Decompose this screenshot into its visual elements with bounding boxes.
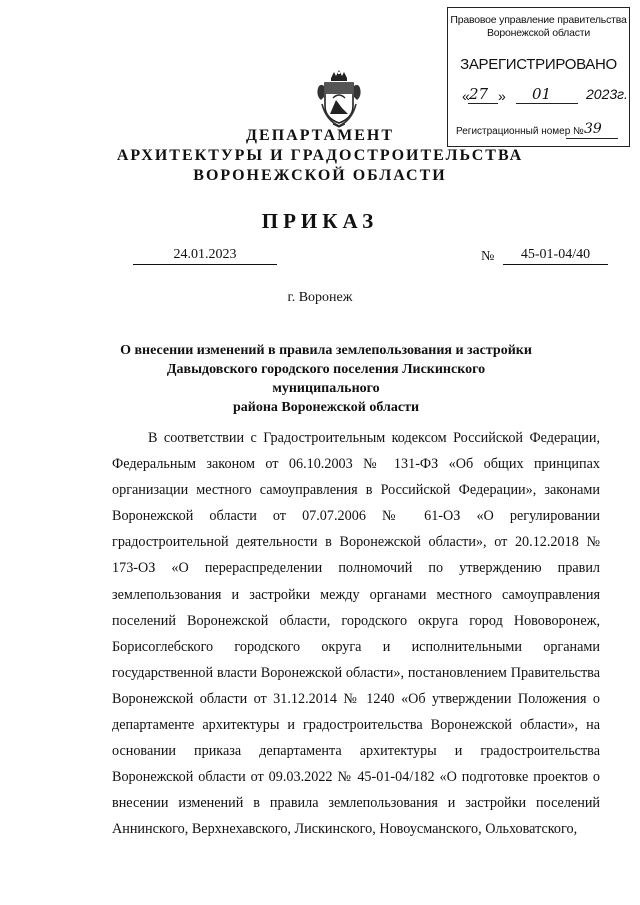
registration-stamp (447, 7, 630, 147)
subject-line3: района Воронежской области (232, 400, 420, 415)
stamp-year: 2023г. (586, 86, 628, 102)
stamp-month-underline (516, 103, 578, 104)
stamp-reg-number-label: Регистрационный номер № (456, 126, 584, 137)
order-number-sign: № (481, 249, 495, 264)
body-paragraph: В соответствии с Градостроительным кодексом Российской Федерации, Федеральным законом от 06.10.2003 № 131-ФЗ «Об общих принципах организации местного самоуправления в Российской Федерации», законами Воронежской области от 07.07.2006 № 61-ОЗ «О регулировании градостроительной деятельности в Воронежской области», от 20.12.2018 № 173-ОЗ «О перераспределении полномочий по утверждению правил землепользования и застройки между органами местного самоуправления поселений Воронежской области, городского округа город Нововоронеж, Борисоглебского городского округа и исполнительными органами государственной власти Воронежской области», постановлением Правительства Воронежской области от 31.12.2014 № 1240 «Об утверждении Положения о департаменте архитектуры и градостроительства Воронежской области», на основании приказа департамента архитектуры и градостроительства Воронежской области от 09.03.2022 № 45-01-04/182 «О подготовке проектов о внесении изменений в правила землепользования и застройки поселений Аннинского, Верхнехавского, Лискинского, Новоусманского, Ольховатского, (112, 430, 600, 838)
stamp-day: 27 (469, 85, 489, 103)
department-name-line2: АРХИТЕКТУРЫ И ГРАДОСТРОИТЕЛЬСТВА (116, 147, 524, 164)
stamp-quote-close: » (498, 88, 506, 104)
stamp-org-line2: Воронежской области (486, 27, 591, 39)
order-number: 45-01-04/40 (503, 247, 608, 265)
department-name-line1: ДЕПАРТАМЕНТ (246, 127, 394, 144)
stamp-registered-label: ЗАРЕГИСТРИРОВАНО (460, 56, 617, 73)
stamp-quote-open: « (462, 88, 470, 104)
order-subject (120, 341, 532, 417)
stamp-org-line1: Правовое управление правительства (450, 14, 627, 26)
stamp-month: 01 (532, 85, 552, 103)
stamp-day-underline (468, 103, 498, 104)
document-title: ПРИКАЗ (261, 209, 379, 233)
stamp-reg-number: 39 (584, 121, 602, 137)
subject-line2: Давыдовского городского поселения Лискинского муниципального (166, 362, 486, 396)
voronezh-coat-of-arms-icon (316, 70, 362, 128)
department-name-line3: ВОРОНЕЖСКОЙ ОБЛАСТИ (193, 167, 447, 184)
subject-line1: О внесении изменений в правила землепользования и застройки (120, 343, 532, 358)
order-city: г. Воронеж (287, 290, 353, 305)
stamp-organization (448, 14, 629, 40)
order-date: 24.01.2023 (133, 247, 277, 265)
stamp-date (458, 84, 628, 106)
